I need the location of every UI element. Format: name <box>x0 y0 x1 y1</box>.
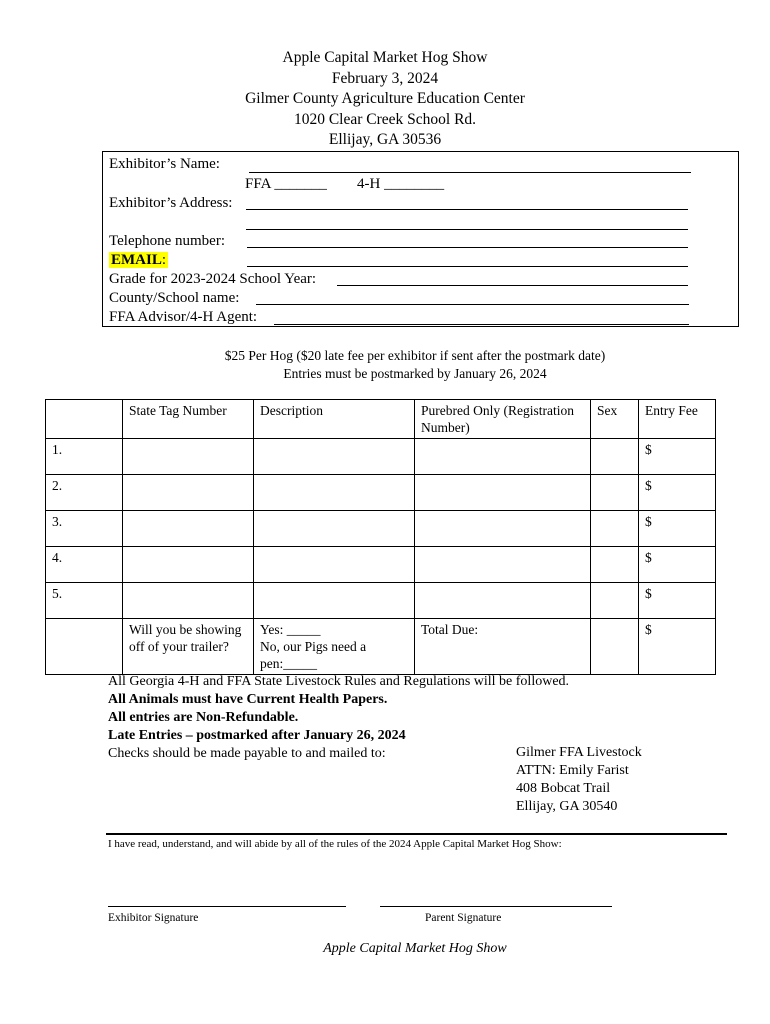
row-number: 4. <box>46 547 123 583</box>
col-header-state-tag: State Tag Number <box>123 400 254 439</box>
parent-signature-label: Parent Signature <box>425 912 502 924</box>
table-row <box>46 547 716 583</box>
exhibitor-address-field[interactable] <box>246 209 688 210</box>
venue-city: Ellijay, GA 30536 <box>328 131 442 149</box>
advisor-label: FFA Advisor/4-H Agent: <box>109 309 258 325</box>
email-colon: : <box>161 252 167 268</box>
sex-cell[interactable] <box>591 511 639 547</box>
trailer-no-option[interactable]: No, our Pigs need a pen:_____ <box>260 639 367 671</box>
description-cell[interactable] <box>254 475 415 511</box>
email-label-text: EMAIL <box>111 252 162 268</box>
table-row <box>46 511 716 547</box>
row-number: 1. <box>46 439 123 475</box>
description-cell[interactable] <box>254 511 415 547</box>
purebred-cell[interactable] <box>415 547 591 583</box>
rule-line-4: Late Entries – postmarked after January 26, 2024 <box>108 728 406 743</box>
section-divider <box>106 833 727 835</box>
postmark-line: Entries must be postmarked by January 26, 2024 <box>283 366 547 381</box>
exhibitor-address-label: Exhibitor’s Address: <box>109 195 233 211</box>
telephone-field[interactable] <box>247 247 688 248</box>
email-label <box>109 251 168 269</box>
purebred-cell[interactable] <box>415 439 591 475</box>
rule-line-2: All Animals must have Current Health Papers. <box>108 692 388 707</box>
4h-option[interactable]: 4-H ________ <box>357 176 445 192</box>
total-due-label: Total Due: <box>415 619 591 675</box>
table-summary-row <box>46 619 716 675</box>
row-number: 2. <box>46 475 123 511</box>
table-header-row <box>46 400 716 439</box>
exhibitor-name-field[interactable] <box>249 172 691 173</box>
entry-fee-cell[interactable]: $ <box>639 475 716 511</box>
mail-line-4: Ellijay, GA 30540 <box>516 799 618 814</box>
purebred-cell[interactable] <box>415 511 591 547</box>
table-row <box>46 439 716 475</box>
rule-line-1: All Georgia 4-H and FFA State Livestock Rules and Regulations will be followed. <box>108 674 570 689</box>
trailer-question: Will you be showing off of your trailer? <box>123 619 254 675</box>
state-tag-cell[interactable] <box>123 583 254 619</box>
total-due-cell[interactable]: $ <box>639 619 716 675</box>
advisor-field[interactable] <box>274 324 689 325</box>
purebred-cell[interactable] <box>415 475 591 511</box>
state-tag-cell[interactable] <box>123 439 254 475</box>
row-number: 3. <box>46 511 123 547</box>
mail-line-1: Gilmer FFA Livestock <box>516 745 642 760</box>
footer-title: Apple Capital Market Hog Show <box>323 941 507 956</box>
show-date: February 3, 2024 <box>331 69 439 87</box>
entry-fee-cell[interactable]: $ <box>639 547 716 583</box>
state-tag-cell[interactable] <box>123 475 254 511</box>
exhibitor-name-label: Exhibitor’s Name: <box>109 156 220 172</box>
exhibitor-signature-label: Exhibitor Signature <box>108 912 199 924</box>
venue-name: Gilmer County Agriculture Education Center <box>245 90 525 108</box>
sex-cell[interactable] <box>591 547 639 583</box>
sex-cell[interactable] <box>591 475 639 511</box>
ffa-option[interactable]: FFA _______ <box>245 176 327 192</box>
description-cell[interactable] <box>254 583 415 619</box>
col-header-description: Description <box>254 400 415 439</box>
table-row <box>46 475 716 511</box>
fee-notes <box>0 347 770 383</box>
sex-cell[interactable] <box>591 439 639 475</box>
grade-label: Grade for 2023-2024 School Year: <box>109 271 317 287</box>
entry-fee-cell[interactable]: $ <box>639 583 716 619</box>
trailer-yes-option[interactable]: Yes: _____ <box>260 622 321 637</box>
rules-section <box>108 673 569 763</box>
telephone-label: Telephone number: <box>109 233 225 249</box>
rule-line-5: Checks should be made payable to and mailed to: <box>108 746 386 761</box>
summary-sex-cell <box>591 619 639 675</box>
entries-table <box>45 399 716 675</box>
purebred-cell[interactable] <box>415 583 591 619</box>
rule-line-3: All entries are Non-Refundable. <box>108 710 299 725</box>
county-school-label: County/School name: <box>109 290 240 306</box>
email-field[interactable] <box>247 266 688 267</box>
mail-line-2: ATTN: Emily Farist <box>516 763 629 778</box>
exhibitor-info-box <box>102 151 739 327</box>
fee-line: $25 Per Hog ($20 late fee per exhibitor if sent after the postmark date) <box>224 348 606 363</box>
state-tag-cell[interactable] <box>123 511 254 547</box>
sex-cell[interactable] <box>591 583 639 619</box>
county-school-field[interactable] <box>256 304 689 305</box>
exhibitor-address-field-2[interactable] <box>246 229 688 230</box>
col-header-number <box>46 400 123 439</box>
exhibitor-signature-field[interactable] <box>108 906 346 907</box>
description-cell[interactable] <box>254 547 415 583</box>
show-title: Apple Capital Market Hog Show <box>282 49 488 66</box>
description-cell[interactable] <box>254 439 415 475</box>
venue-street: 1020 Clear Creek School Rd. <box>293 110 477 128</box>
parent-signature-field[interactable] <box>380 906 612 907</box>
table-row <box>46 583 716 619</box>
entry-fee-cell[interactable]: $ <box>639 511 716 547</box>
col-header-entry-fee: Entry Fee <box>639 400 716 439</box>
col-header-sex: Sex <box>591 400 639 439</box>
entry-fee-cell[interactable]: $ <box>639 439 716 475</box>
mailing-address <box>516 744 642 816</box>
state-tag-cell[interactable] <box>123 547 254 583</box>
acknowledgement-text: I have read, understand, and will abide by all of the rules of the 2024 Apple Capital Market Hog Show: <box>108 838 562 850</box>
summary-blank-cell <box>46 619 123 675</box>
mail-line-3: 408 Bobcat Trail <box>516 781 611 796</box>
row-number: 5. <box>46 583 123 619</box>
trailer-answer-cell[interactable] <box>254 619 415 675</box>
grade-field[interactable] <box>337 285 688 286</box>
document-header <box>0 48 770 151</box>
col-header-purebred: Purebred Only (Registration Number) <box>415 400 591 439</box>
